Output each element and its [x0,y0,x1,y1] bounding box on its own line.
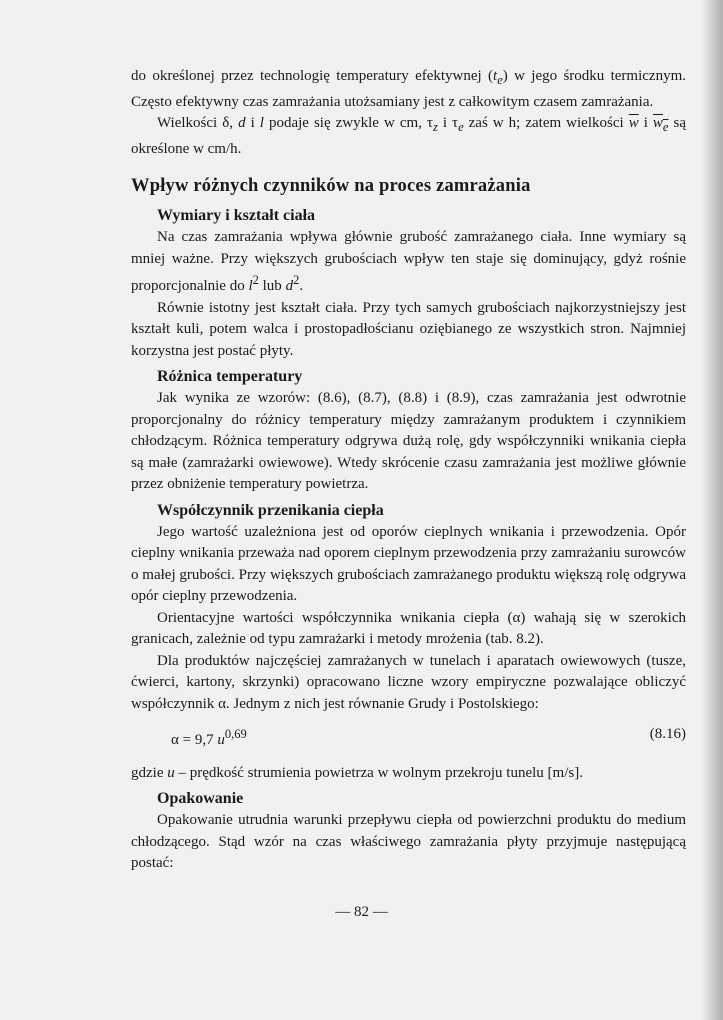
section-title: Wpływ różnych czynników na proces zamrażania [131,176,531,196]
wymiary-paragraph-2: Równie istotny jest kształt ciała. Przy tych samych grubościach najkorzystniejszy jest kształt kuli, potem walca i prostopadłościanu oziębianego ze wszystkich stron. Najmniej korzystna jest postać płyty. [131,299,686,359]
subsection-heading-opakowanie: Opakowanie [157,790,244,807]
subsection-heading-roznica: Różnica temperatury [157,368,303,385]
intro-paragraph: do określonej przez technologię temperatury efektywnej $(t_e)$ w jego środku termicznym. Często efektywny czas zamrażania utożsamiany jest z całkowitym czasem zamrażania. [131,68,686,110]
wspolczynnik-paragraph-1: Jego wartość uzależniona jest od oporów cieplnych wnikania i przewodzenia. Opór cieplny wnikania przeważa nad oporem cieplnym przewodzenia przy zamrażaniu surowców o małej grubości. Przy większych grubościach zamrażanego produktu większą rolę odgrywa opór cieplny przewodzenia. [131,523,686,604]
equation: α = 9,7 $u^{0,69}$ [171,727,247,748]
roznica-paragraph: Jak wynika ze wzorów: (8.6), (8.7), (8.8) i (8.9), czas zamrażania jest odwrotnie proporcjonalny do różnicy temperatury między zamrażanym produktem i czynnikiem chłodzącym. Różnica temperatury odgrywa dużą rolę, gdy współczynniki wnikania ciepła są małe (zamrażarki owiewowe). Wtedy skrócenie czasu zamrażania jest możliwe głównie przez obniżenie temperatury powietrza. [131,390,686,492]
page-edge-shadow [701,0,723,1020]
wspolczynnik-paragraph-2: Orientacyjne wartości współczynnika wnikania ciepła (α) wahają się w szerokich granicach, zależnie od typu zamrażarki i metody mrożenia (tab. 8.2). [131,609,686,647]
equation-number: (8.16) [649,726,686,742]
equation-explanation: gdzie u – prędkość strumienia powietrza w wolnym przekroju tunelu [m/s]. [131,764,583,781]
equation-row [131,724,686,752]
opakowanie-paragraph: Opakowanie utrudnia warunki przepływu ciepła od powierzchni produktu do medium chłodzącego. Stąd wzór na czas właściwego zamrażania płyty przyjmuje następującą postać: [131,812,686,871]
wspolczynnik-paragraph-3: Dla produktów najczęściej zamrażanych w tunelach i aparatach owiewowych (tusze, ćwierci, kartony, skrzynki) opracowano liczne wzory empiryczne pozwalające obliczyć współczynnik α. Jednym z nich jest równanie Grudy i Postolskiego: [131,652,686,712]
page-content [131,66,686,875]
wymiary-paragraph-1: Na czas zamrażania wpływa głównie grubość zamrażanego ciała. Inne wymiary są mniej ważne. Przy większych grubościach wpływ ten staje się dominujący, gdyż rośnie proporcjonalnie do $l^2$ lub $d^2$. [131,229,686,294]
subsection-heading-wspolczynnik: Współczynnik przenikania ciepła [157,501,384,519]
units-paragraph: Wielkości δ, d i l podaje się zwykle w cm, $\tau_z$ i $\tau_e$ zaś w h; zatem wielkości $\overline{w}$ i $w_e$ są określone w cm/h. [131,115,686,157]
page-number: — 82 — [335,904,388,920]
subsection-heading-wymiary: Wymiary i kształt ciała [157,207,316,224]
